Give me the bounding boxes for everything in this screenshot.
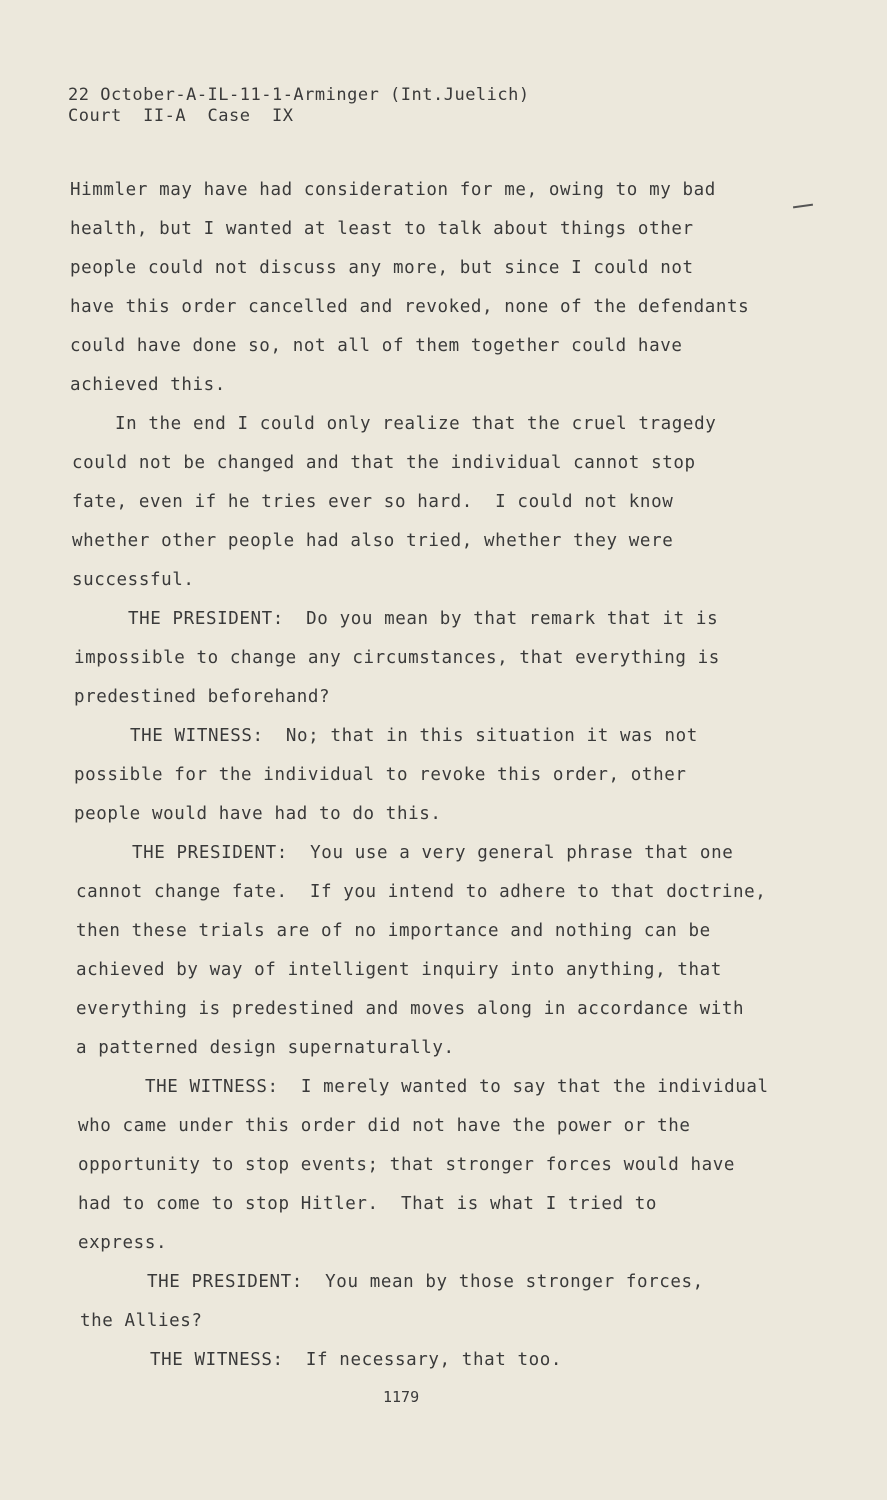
text-line: could have done so, not all of them together could have [70,336,683,356]
text-line: opportunity to stop events; that stronger forces would have [78,1155,736,1175]
text-line: a patterned design supernaturally. [76,1038,455,1058]
header-line-2: Court II-A Case IX [68,106,294,126]
text-line: then these trials are of no importance and nothing can be [76,921,711,941]
text-line: impossible to change any circumstances, that everything is [74,648,720,668]
text-line: the Allies? [80,1311,203,1331]
text-line: In the end I could only realize that the cruel tragedy [115,414,717,434]
text-line: who came under this order did not have the power or the [78,1116,691,1136]
text-line: predestined beforehand? [74,687,331,707]
text-line: THE PRESIDENT: You mean by those stronger forces, [147,1272,704,1292]
text-line: express. [78,1233,168,1253]
text-line: achieved this. [70,375,226,395]
text-line: THE WITNESS: No; that in this situation it was not [130,726,698,746]
header-line-1: 22 October-A-IL-11-1-Arminger (Int.Juelich) [68,85,530,105]
text-line: achieved by way of intelligent inquiry into anything, that [76,960,722,980]
text-line: THE PRESIDENT: You use a very general phrase that one [132,843,734,863]
text-line: whether other people had also tried, whether they were [72,531,674,551]
text-line: Himmler may have had consideration for me, owing to my bad [70,180,716,200]
text-line: everything is predestined and moves along in accordance with [76,999,745,1019]
text-line: THE WITNESS: If necessary, that too. [150,1350,563,1370]
text-line: fate, even if he tries ever so hard. I could not know [72,492,674,512]
text-line: possible for the individual to revoke this order, other [74,765,687,785]
text-line: could not be changed and that the individual cannot stop [72,453,696,473]
text-line: health, but I wanted at least to talk about things other [70,219,694,239]
page-number: 1179 [383,1388,420,1406]
text-line: had to come to stop Hitler. That is what I tried to [78,1194,658,1214]
text-line: THE PRESIDENT: Do you mean by that remark that it is [128,609,719,629]
text-line: successful. [72,570,195,590]
margin-mark [793,204,813,209]
text-line: THE WITNESS: I merely wanted to say that the individual [145,1077,769,1097]
text-line: people would have had to do this. [74,804,442,824]
text-line: cannot change fate. If you intend to adhere to that doctrine, [76,882,767,902]
text-line: people could not discuss any more, but since I could not [70,258,694,278]
text-line: have this order cancelled and revoked, none of the defendants [70,297,750,317]
